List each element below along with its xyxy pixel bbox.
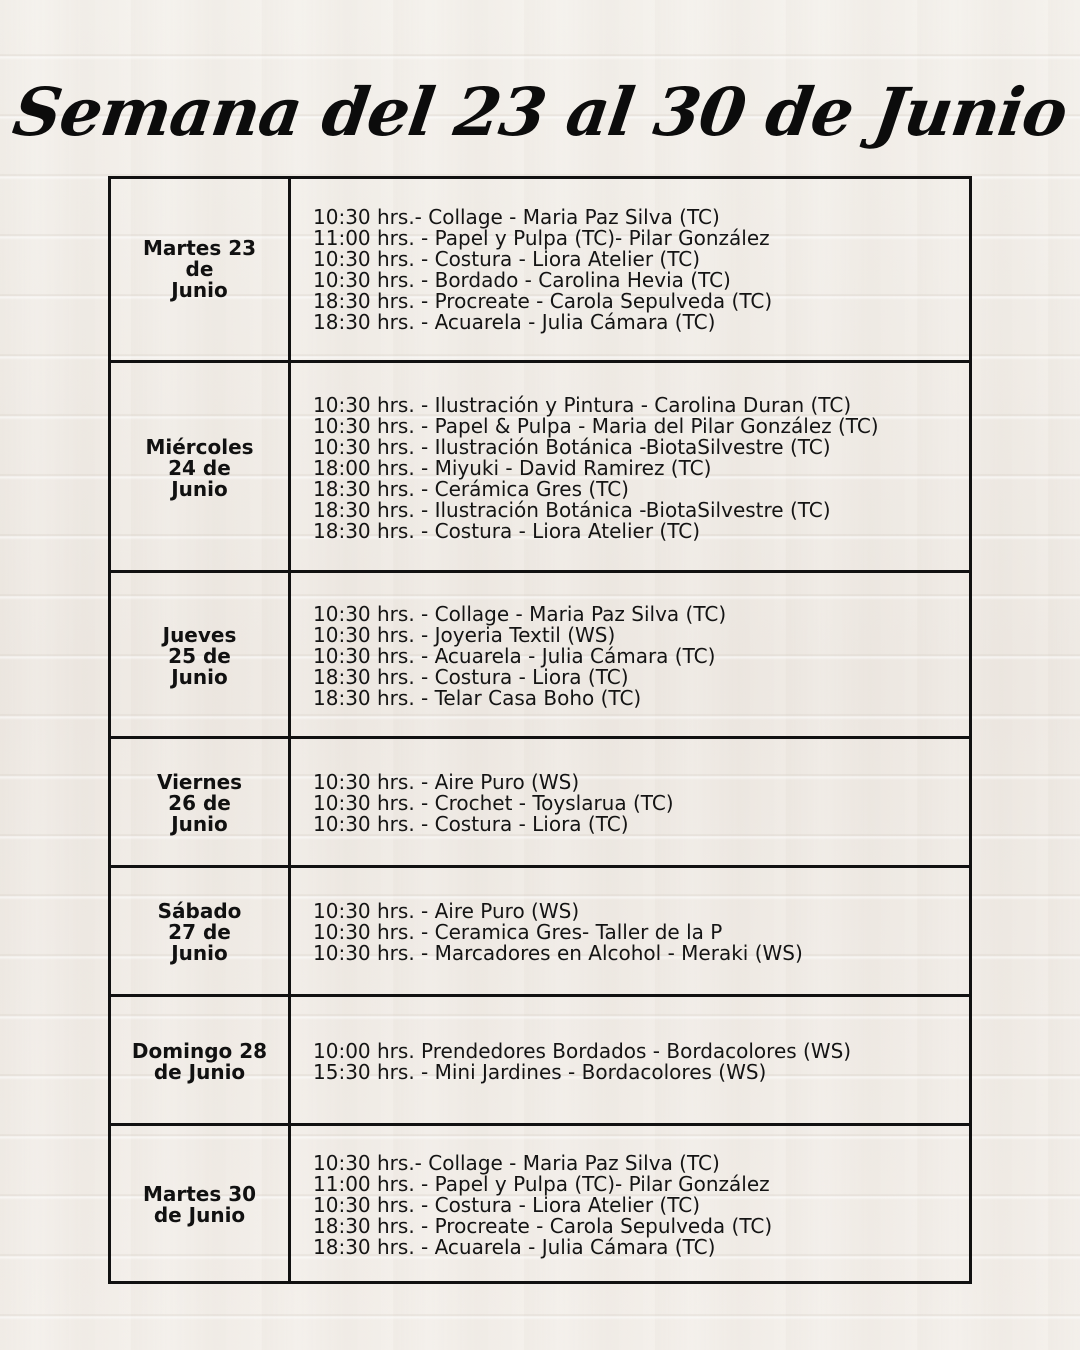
event-list (291, 179, 969, 360)
event-item: 10:30 hrs.- Collage - Maria Paz Silva (TC) (313, 1150, 720, 1175)
day-row-martes-23 (111, 179, 969, 360)
day-label: Martes 23 de Junio (111, 179, 291, 360)
event-item: 10:30 hrs. - Collage - Maria Paz Silva (TC) (313, 601, 727, 626)
event-item: 10:00 hrs. Prendedores Bordados - Bordacolores (WS) (313, 1038, 852, 1063)
event-item: 10:30 hrs. - Costura - Liora Atelier (TC) (313, 246, 701, 271)
day-label: Viernes 26 de Junio (111, 739, 291, 868)
event-item: 10:30 hrs.- Collage - Maria Paz Silva (TC) (313, 204, 720, 229)
event-item: 10:30 hrs. - Costura - Liora Atelier (TC) (313, 1192, 701, 1217)
day-label: Miércoles 24 de Junio (111, 363, 291, 573)
event-list (291, 573, 969, 739)
event-list (291, 868, 969, 997)
event-item: 10:30 hrs. - Crochet - Toyslarua (TC) (313, 791, 674, 815)
event-item: 18:30 hrs. - Acuarela - Julia Cámara (TC) (313, 1234, 716, 1259)
day-row-jueves-25 (111, 570, 969, 739)
event-item: 18:30 hrs. - Telar Casa Boho (TC) (313, 685, 642, 710)
day-row-domingo-28 (111, 994, 969, 1126)
event-item: 10:30 hrs. - Papel & Pulpa - Maria del Pilar González (TC) (313, 413, 879, 438)
day-row-martes-30 (111, 1123, 969, 1284)
event-item: 10:30 hrs. - Marcadores en Alcohol - Meraki (WS) (313, 941, 803, 965)
day-label: Sábado 27 de Junio (111, 868, 291, 997)
event-item: 10:30 hrs. - Bordado - Carolina Hevia (TC) (313, 267, 731, 292)
day-label: Jueves 25 de Junio (111, 573, 291, 739)
day-label: Domingo 28 de Junio (111, 997, 291, 1126)
event-list (291, 997, 969, 1126)
event-item: 11:00 hrs. - Papel y Pulpa (TC)- Pilar González (313, 225, 770, 250)
event-item: 10:30 hrs. - Costura - Liora (TC) (313, 812, 629, 836)
schedule-table (108, 176, 972, 1284)
event-item: 10:30 hrs. - Aire Puro (WS) (313, 770, 580, 794)
day-label: Martes 30 de Junio (111, 1126, 291, 1284)
event-item: 18:30 hrs. - Costura - Liora Atelier (TC) (313, 518, 701, 543)
event-list (291, 1126, 969, 1284)
event-list (291, 363, 969, 573)
event-item: 10:30 hrs. - Joyeria Textil (WS) (313, 622, 616, 647)
event-item: 10:30 hrs. - Acuarela - Julia Cámara (TC) (313, 643, 716, 668)
event-item: 18:30 hrs. - Cerámica Gres (TC) (313, 476, 629, 501)
event-item: 15:30 hrs. - Mini Jardines - Bordacolores (WS) (313, 1059, 767, 1084)
event-item: 10:30 hrs. - Ilustración y Pintura - Carolina Duran (TC) (313, 392, 852, 417)
event-item: 18:00 hrs. - Miyuki - David Ramirez (TC) (313, 455, 712, 480)
event-item: 11:00 hrs. - Papel y Pulpa (TC)- Pilar González (313, 1171, 770, 1196)
event-item: 18:30 hrs. - Procreate - Carola Sepulveda (TC) (313, 288, 773, 313)
event-item: 10:30 hrs. - Ilustración Botánica -BiotaSilvestre (TC) (313, 434, 831, 459)
day-row-sabado-27 (111, 865, 969, 997)
event-item: 18:30 hrs. - Costura - Liora (TC) (313, 664, 629, 689)
day-row-miercoles-24 (111, 360, 969, 573)
event-item: 18:30 hrs. - Ilustración Botánica -BiotaSilvestre (TC) (313, 497, 831, 522)
event-item: 18:30 hrs. - Procreate - Carola Sepulveda (TC) (313, 1213, 773, 1238)
event-list (291, 739, 969, 868)
event-item: 18:30 hrs. - Acuarela - Julia Cámara (TC) (313, 309, 716, 334)
page-title: Semana del 23 al 30 de Junio (8, 73, 1072, 151)
event-item: 10:30 hrs. - Aire Puro (WS) (313, 899, 580, 923)
event-item: 10:30 hrs. - Ceramica Gres- Taller de la P (313, 920, 723, 944)
day-row-viernes-26 (111, 736, 969, 868)
